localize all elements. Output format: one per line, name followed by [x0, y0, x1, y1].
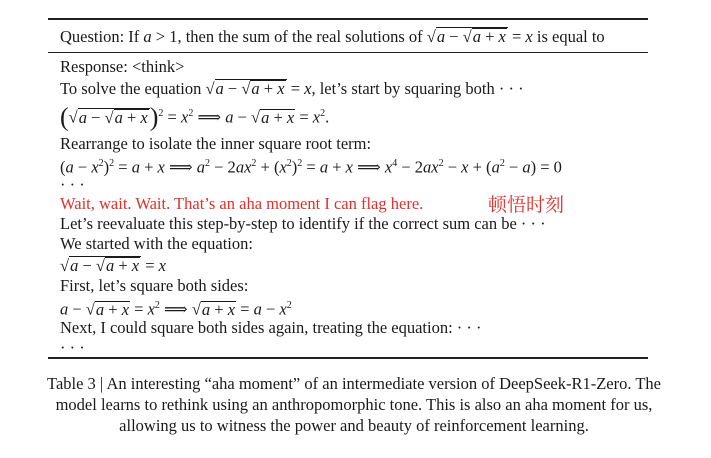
caption-line-1: Table 3 | An interesting “aha moment” of an intermediate version of DeepSeek-R1-Zero. The: [47, 374, 661, 393]
equation-line: √a − √a + x = x: [60, 256, 166, 275]
ellipsis-1: · · ·: [60, 175, 85, 194]
question-equation: √a − √a + x = x: [426, 27, 533, 46]
started-line: We started with the equation:: [60, 234, 253, 253]
first-equation-line: $a - √a + x = x^2$ ⟹ $√a + x = a - x^2$: [60, 299, 292, 319]
caption-line-3: allowing us to witness the power and beauty of reinforcement learning.: [119, 416, 589, 435]
question-rule: [48, 52, 648, 53]
table-top-rule: [48, 18, 648, 20]
table-bottom-rule: [48, 357, 648, 359]
reevaluate-line: Let’s reevaluate this step-by-step to identify if the correct sum can be · · ·: [60, 214, 546, 233]
rearrange-line: Rearrange to isolate the inner square root term:: [60, 134, 372, 153]
ellipsis-2: · · ·: [60, 338, 85, 357]
first-line: First, let’s square both sides:: [60, 276, 249, 295]
solve-intro-line: To solve the equation √a − √a + x = x, let’s start by squaring both · · ·: [60, 79, 524, 98]
aha-line: Wait, wait. Wait. That’s an aha moment I can flag here.: [60, 194, 424, 213]
question-text-start: Question: If a > 1, then the sum of the real solutions of: [60, 27, 427, 46]
question-line: Question: If a > 1, then the sum of the real solutions of √a − √a + x = x is equal to: [60, 27, 605, 46]
expansion-line: $(a - x^2)^2 = a + x$ ⟹ $a^2 - 2ax^2 + (x^2)^2 = a + x$ ⟹ $x^4 - 2ax^2 - x + (a^2 - a) = 0$: [60, 157, 562, 177]
squared-line: $(√a - √a + x)^2 = x^2$ ⟹ $a - √a + x = x^2$.: [60, 102, 330, 132]
aha-annotation-cn: 顿悟时刻: [488, 194, 565, 216]
caption-line-2: model learns to rethink using an anthropomorphic tone. This is also an aha moment for us,: [55, 395, 653, 414]
response-label: Response: <think>: [60, 57, 185, 76]
next-line: Next, I could square both sides again, treating the equation: · · ·: [60, 318, 482, 337]
